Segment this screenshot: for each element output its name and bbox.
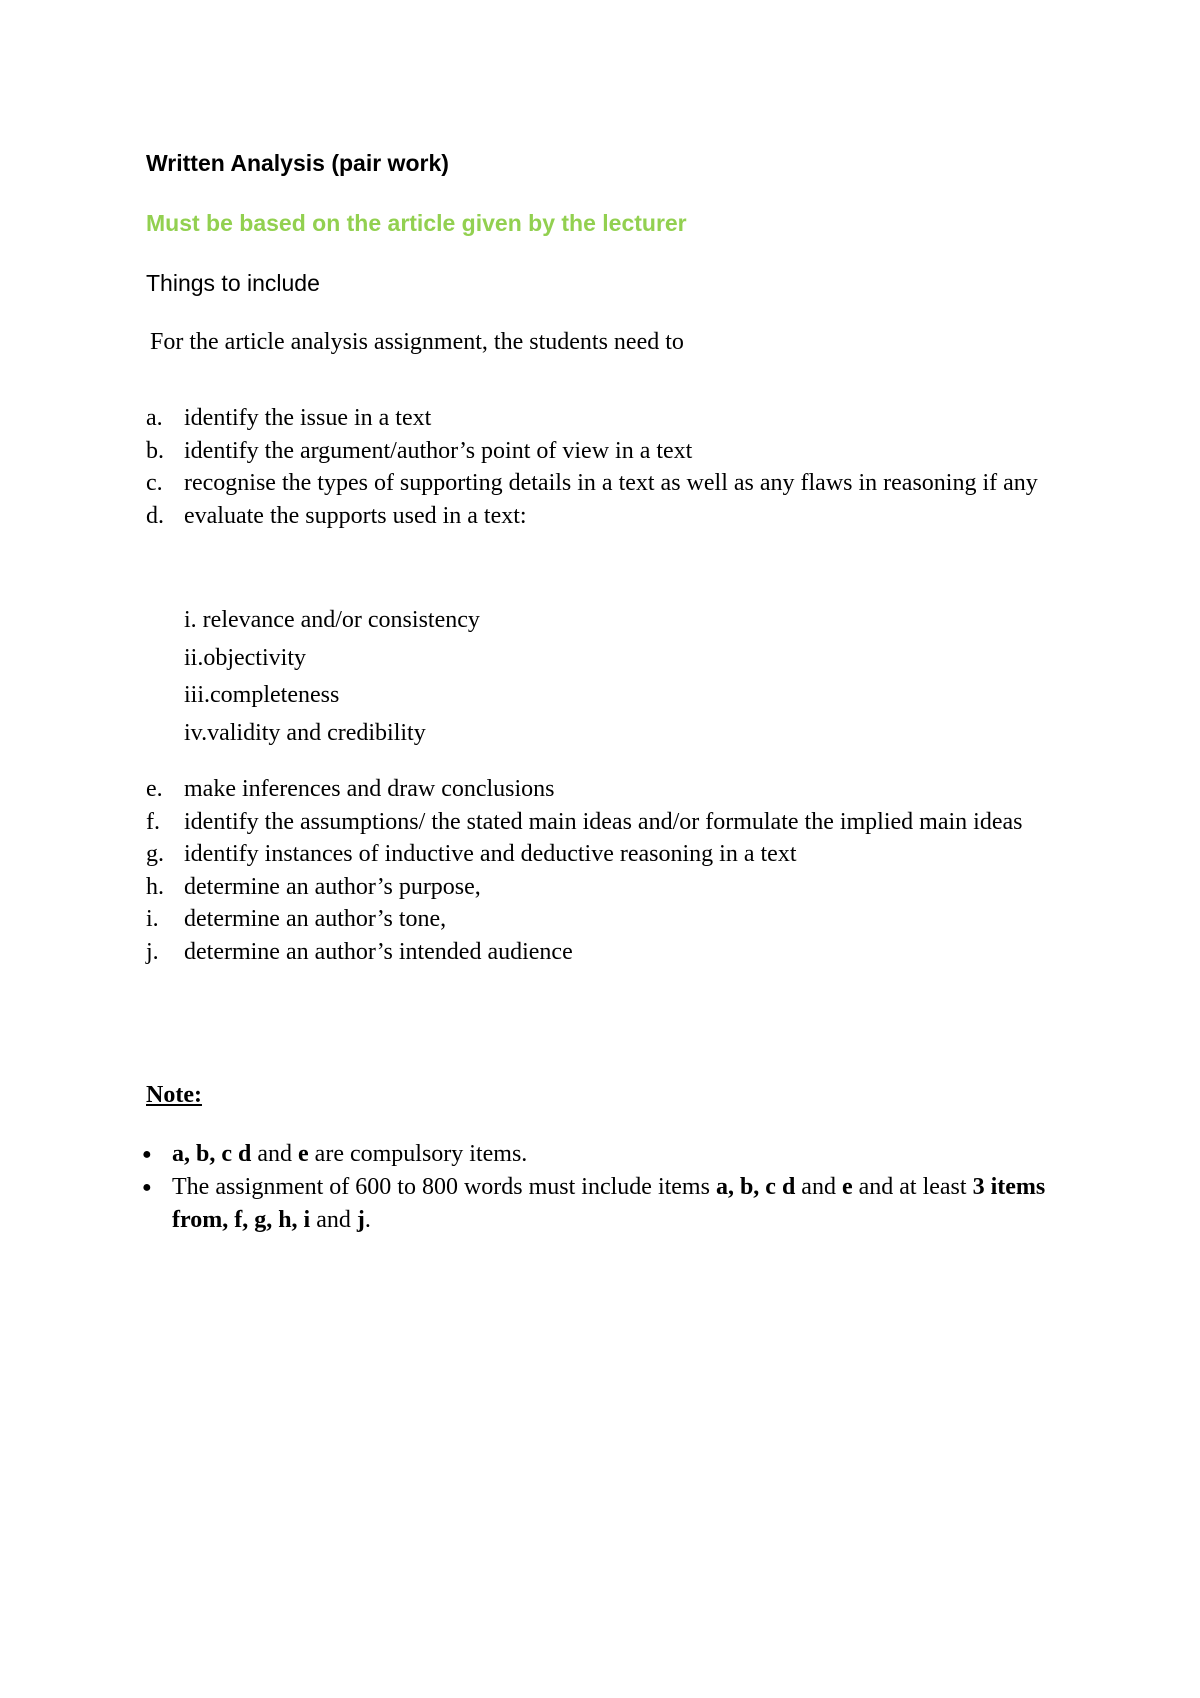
list-item-text: identify the argument/author’s point of view in a text <box>184 437 693 464</box>
sublist-item: i. relevance and/or consistency <box>184 607 480 633</box>
note-item <box>140 1171 1080 1237</box>
list-item <box>146 435 1106 468</box>
notes-list <box>140 1138 1080 1237</box>
list-item-text: identify the assumptions/ the stated main ideas and/or formulate the implied main ideas <box>184 808 1023 835</box>
list-item <box>146 500 1106 533</box>
list-item-text: identify instances of inductive and deductive reasoning in a text <box>184 841 797 867</box>
list-item-text: make inferences and draw conclusions <box>184 776 555 802</box>
note-item <box>140 1138 1080 1171</box>
requirements-list-a-to-d <box>146 402 1106 532</box>
requirements-list-e-to-j <box>146 773 1106 968</box>
note-segment: . <box>364 1207 371 1233</box>
document-title: Written Analysis (pair work) <box>146 150 449 176</box>
bullet-icon: ● <box>142 1179 152 1196</box>
list-item <box>146 467 1106 500</box>
list-marker: h. <box>146 873 164 900</box>
note-segment: and <box>795 1174 842 1200</box>
list-item-text: determine an author’s purpose, <box>184 873 481 900</box>
list-marker: j. <box>146 938 159 965</box>
sublist-item: ii.objectivity <box>184 644 306 671</box>
note-segment: j <box>356 1207 365 1233</box>
list-item-text: recognise the types of supporting details in a text as well as any flaws in reasoning if any <box>184 470 1038 496</box>
list-marker: i. <box>146 906 159 932</box>
list-marker: e. <box>146 776 163 802</box>
list-item <box>146 936 1106 969</box>
note-segment: are compulsory items. <box>308 1141 528 1167</box>
list-marker: b. <box>146 437 164 464</box>
note-segment: and <box>251 1141 299 1167</box>
note-heading: Note: <box>146 1082 202 1108</box>
evaluation-criteria-sublist <box>184 602 480 752</box>
list-marker: g. <box>146 841 164 867</box>
list-item <box>146 903 1106 936</box>
list-item <box>146 871 1106 904</box>
note-segment: a, b, c d <box>172 1141 252 1167</box>
sublist-item: iv.validity and credibility <box>184 719 426 746</box>
note-segment: e <box>841 1174 853 1200</box>
list-item-text: determine an author’s tone, <box>184 906 447 932</box>
note-segment: and <box>310 1207 357 1233</box>
list-item <box>146 806 1106 839</box>
list-item <box>146 402 1106 435</box>
document-subtitle: Must be based on the article given by the lecturer <box>146 210 687 236</box>
note-segment: The assignment of 600 to 800 words must include items <box>172 1174 716 1200</box>
bullet-icon: ● <box>142 1146 152 1163</box>
list-marker: c. <box>146 470 163 496</box>
note-segment: a, b, c d <box>715 1174 796 1200</box>
list-item <box>146 838 1106 871</box>
sublist-item: iii.completeness <box>184 682 340 708</box>
list-item-text: determine an author’s intended audience <box>184 938 573 965</box>
note-segment: e <box>298 1141 309 1167</box>
list-item-text: evaluate the supports used in a text: <box>184 502 527 529</box>
list-marker: a. <box>146 405 163 431</box>
note-text <box>172 1138 1080 1171</box>
things-to-include-label: Things to include <box>146 270 320 296</box>
list-item-text: identify the issue in a text <box>184 405 432 431</box>
list-item <box>146 773 1106 806</box>
note-segment: 3 items from, f, g, h, i <box>172 1174 1046 1233</box>
note-text <box>172 1171 1080 1237</box>
intro-sentence: For the article analysis assignment, the students need to <box>150 329 684 355</box>
list-marker: d. <box>146 502 164 529</box>
note-segment: and at least <box>852 1174 973 1200</box>
list-marker: f. <box>146 808 160 835</box>
